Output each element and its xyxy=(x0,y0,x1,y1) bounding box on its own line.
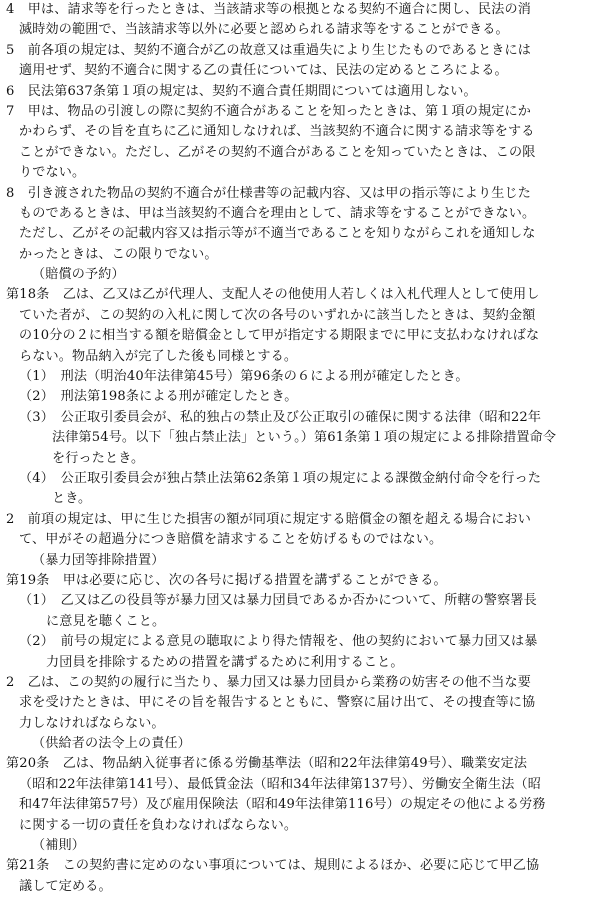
document-text-line: （補則） xyxy=(32,838,85,854)
document-text-line: （昭和22年法律第141号）、最低賃金法（昭和34年法律第137号）、労働安全衛生法（昭 xyxy=(19,776,541,792)
document-text-line: （1） 刑法（明治40年法律第45号）第96条の６による刑が確定したとき。 xyxy=(19,369,469,385)
document-text-line: 2 前項の規定は、甲に生じた損害の額が同項に規定する賠償金の額を超える場合におい xyxy=(6,511,531,527)
document-text-line: 求を受けたときは、甲にその旨を報告するとともに、警察に届け出て、その捜査等に協 xyxy=(19,695,536,711)
document-text-line: 滅時効の範囲で、当該請求等以外に必要と認められる請求等をすることができる。 xyxy=(19,22,509,38)
document-text-line: に意見を聴くこと。 xyxy=(46,613,166,629)
document-text-line: 力しなければならない。 xyxy=(19,715,165,731)
document-text-line: ただし、乙がその記載内容又は指示等が不適当であることを知りながらこれを通知しな xyxy=(19,226,536,242)
document-text-line: （2） 前号の規定による意見の聴取により得た情報を、他の契約において暴力団又は暴 xyxy=(19,634,538,650)
document-text-line: 和47年法律第57号）及び雇用保険法（昭和49年法律第116号）の規定その他による労務 xyxy=(19,797,546,813)
document-text-line: とき。 xyxy=(52,491,92,507)
document-text-line: 第18条 乙は、乙又は乙が代理人、支配人その他使用人若しくは入札代理人として使用し xyxy=(6,287,540,303)
document-text-line: 議して定める。 xyxy=(19,878,112,894)
document-text-line: かったときは、この限りでない。 xyxy=(19,246,218,262)
document-text-line: に関する一切の責任を負わなければならない。 xyxy=(19,817,298,833)
document-text-line: 第21条 この契約書に定めのない事項については、規則によるほか、必要に応じて甲乙協 xyxy=(6,858,540,874)
document-text-line: りでない。 xyxy=(19,165,86,181)
document-text-line: （供給者の法令上の責任） xyxy=(32,736,191,752)
document-text-line: 法律第54号。以下「独占禁止法」という。）第61条第１項の規定による排除措置命令 xyxy=(52,430,557,446)
document-text-line: （1） 乙又は乙の役員等が暴力団又は暴力団員であるか否かについて、所轄の警察署長 xyxy=(19,593,537,609)
document-text-line: の10分の２に相当する額を賠償金として甲が指定する期限までに甲に支払わなければな xyxy=(19,328,540,344)
document-text-line: 力団員を排除するための措置を講ずるために利用すること。 xyxy=(46,654,404,670)
document-text-line: かわらず、その旨を直ちに乙に通知しなければ、当該契約不適合に関する請求等をする xyxy=(19,124,535,140)
document-text-line: 8 引き渡された物品の契約不適合が仕様書等の記載内容、又は甲の指示等により生じた xyxy=(6,185,531,201)
document-text-line: （4） 公正取引委員会が独占禁止法第62条第１項の規定による課徴金納付命令を行った xyxy=(19,470,542,486)
contract-document-page xyxy=(6,0,606,897)
document-text-line: （賠償の予約） xyxy=(32,267,125,283)
document-text-line: ていた者が、この契約の入札に関して次の各号のいずれかに該当したときは、契約金額 xyxy=(19,307,536,323)
document-text-line: らない。物品納入が完了した後も同様とする。 xyxy=(19,348,298,364)
document-text-line: （3） 公正取引委員会が、私的独占の禁止及び公正取引の確保に関する法律（昭和22年 xyxy=(19,409,542,425)
document-text-line: 4 甲は、請求等を行ったときは、当該請求等の根拠となる契約不適合に関し、民法の消 xyxy=(6,2,531,17)
document-text-line: （2） 刑法第198条による刑が確定したとき。 xyxy=(19,389,298,405)
contract-text-body xyxy=(6,0,606,897)
document-text-line: （暴力団等排除措置） xyxy=(32,552,165,568)
document-text-line: 適用せず、契約不適合に関する乙の責任については、民法の定めるところによる。 xyxy=(19,63,508,79)
document-text-line: ことができない。ただし、乙がその契約不適合があることを知っていたときは、この限 xyxy=(19,144,536,160)
document-text-line: 第20条 乙は、物品納入従事者に係る労働基準法（昭和22年法律第49号）、職業安定法 xyxy=(6,756,528,772)
document-text-line: 7 甲は、物品の引渡しの際に契約不適合があることを知ったときは、第１項の規定にか xyxy=(6,103,531,119)
document-text-line: を行ったとき。 xyxy=(52,450,145,466)
document-text-line: 6 民法第637条第１項の規定は、契約不適合責任期間については適用しない。 xyxy=(6,83,477,99)
document-text-line: て、甲がその超過分につき賠償を請求することを妨げるものではない。 xyxy=(19,532,443,548)
document-text-line: 2 乙は、この契約の履行に当たり、暴力団又は暴力団員から業務の妨害その他不当な要 xyxy=(6,674,531,690)
document-text-line: 第19条 甲は必要に応じ、次の各号に掲げる措置を講ずることができる。 xyxy=(6,572,447,588)
document-text-line: 5 前各項の規定は、契約不適合が乙の故意又は重過失により生じたものであるときには xyxy=(6,42,531,58)
document-text-line: ものであるときは、甲は当該契約不適合を理由として、請求等をすることができない。 xyxy=(19,205,536,221)
